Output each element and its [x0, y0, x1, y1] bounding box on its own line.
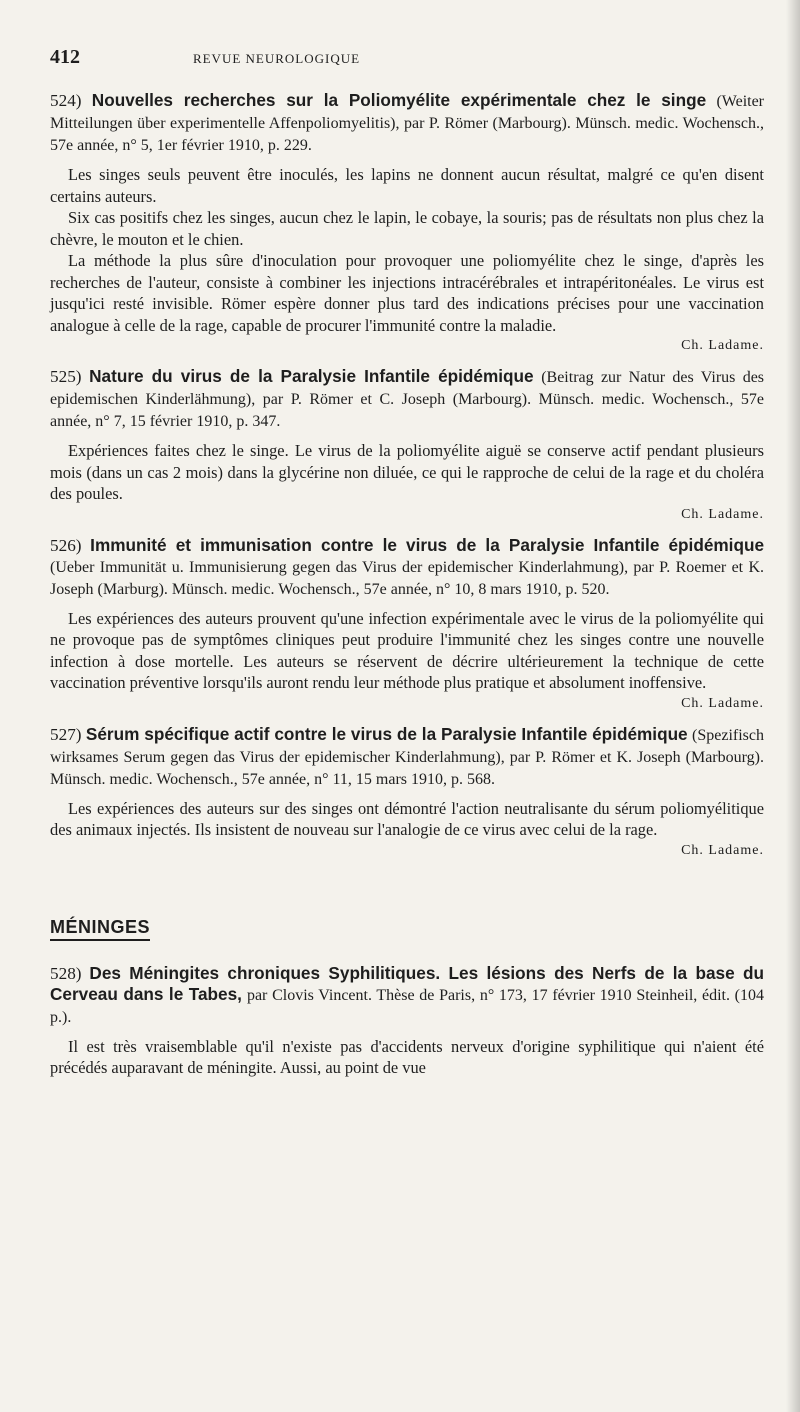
- article-heading: [50, 963, 764, 1028]
- article-524: [50, 90, 764, 354]
- article-reference: (Spezifisch wirksames Serum gegen das Virus der epidemischer Kinderlahmung), par P. Römer et K. Joseph (Marbourg). Münsch. medic. Wochensch., 57e année, n° 11, 15 mars 1910, p. 568.: [50, 726, 764, 788]
- paragraph: Six cas positifs chez les singes, aucun chez le lapin, le cobaye, la souris; pas de résultats non plus chez la chèvre, le mouton et le chien.: [50, 208, 764, 249]
- article-heading: [50, 724, 764, 790]
- article-body: [50, 440, 764, 505]
- paragraph: Il est très vraisemblable qu'il n'existe pas d'accidents nerveux d'origine syphilitique qui n'aient été précédés auparavant de méningite. Aussi, au point de vue: [50, 1036, 764, 1077]
- signature: Ch. Ladame.: [681, 695, 764, 711]
- article-body: [50, 798, 764, 841]
- article-reference: (Weiter Mitteilungen über experimentelle Affenpoliomyelitis), par P. Römer (Marbourg). Münsch. medic. Wochensch., 57e année, n° 5, 1er février 1910, p. 229.: [50, 93, 765, 154]
- article-525: [50, 366, 764, 523]
- article-526: [50, 535, 764, 712]
- article-body: [50, 164, 764, 336]
- article-number: 526): [50, 535, 82, 555]
- signature: Ch. Ladame.: [681, 338, 764, 353]
- article-title: Sérum spécifique actif contre le virus de la Paralysie Infantile épidémique: [85, 723, 688, 744]
- article-title: Nature du virus de la Paralysie Infantile épidémique: [89, 366, 534, 386]
- article-heading: [50, 90, 764, 156]
- article-reference: par Clovis Vincent. Thèse de Paris, n° 173, 17 février 1910 Steinheil, édit. (104 p.).: [50, 986, 765, 1026]
- article-reference: (Ueber Immunität u. Immunisierung gegen das Virus der epidemischer Kinderlahmung), par P. Roemer et K. Joseph (Marburg). Münsch. medic. Wochensch., 57e année, n° 10, 8 mars 1910, p. 520.: [50, 558, 764, 598]
- article-527: [50, 724, 764, 859]
- signature: Ch. Ladame.: [681, 842, 764, 858]
- article-number: 527): [50, 724, 82, 744]
- article-title: Des Méningites chroniques Syphilitiques. Les lésions des Nerfs de la base du Cerveau dans le Tabes,: [50, 962, 764, 1004]
- article-number: 528): [50, 963, 82, 983]
- paragraph: La méthode la plus sûre d'inoculation pour provoquer une poliomyélite chez le singe, d'après les recherches de l'auteur, consiste à combiner les injections intracérébrales et intrapéritonéales. Le virus est jusqu'ici resté invisible. Römer espère donner plus tard des indications précises pour une vaccination analogue à celle de la rage, capable de procurer l'immunité contre la maladie.: [50, 251, 764, 335]
- article-heading: [50, 535, 764, 600]
- paragraph: Les expériences des auteurs sur des singes ont démontré l'action neutralisante du sérum poliomyélitique des animaux injectés. Ils insistent de nouveau sur l'analogie de ce virus avec celui de la rage.: [50, 798, 764, 839]
- article-heading: [50, 366, 764, 432]
- article-title: Immunité et immunisation contre le virus de la Paralysie Infantile épidémique: [90, 534, 765, 555]
- article-title: Nouvelles recherches sur la Poliomyélite expérimentale chez le singe: [91, 90, 707, 110]
- article-body: [50, 1036, 764, 1079]
- article-number: 525): [50, 367, 82, 386]
- article-body: [50, 608, 764, 694]
- journal-title: REVUE NEUROLOGIQUE: [192, 51, 361, 66]
- page-edge-shadow: [786, 0, 800, 1412]
- section-title: MÉNINGES: [50, 917, 150, 941]
- paragraph: Expériences faites chez le singe. Le virus de la poliomyélite aiguë se conserve actif pendant plusieurs mois (dans un cas 2 mois) dans la glycérine non diluée, ce qui le rapproche de celui de la rage et du choléra des poules.: [50, 441, 764, 503]
- paragraph: Les singes seuls peuvent être inoculés, les lapins ne donnent aucun résultat, malgré ce qu'en disent certains auteurs.: [50, 165, 764, 206]
- signature: Ch. Ladame.: [681, 506, 764, 522]
- paragraph: Les expériences des auteurs prouvent qu'une infection expérimentale avec le virus de la poliomyélite qui ne provoque pas de symptômes cliniques peut produire l'immunité chez les singes contre une nouvelle infection à dose mortelle. Les auteurs se réservent de décrire ultérieurement la technique de cette vaccination préventive lorsqu'ils auront rendu leur méthode plus pratique et absolument inoffensive.: [50, 608, 764, 692]
- article-528: [50, 963, 764, 1079]
- running-head: [50, 46, 764, 76]
- article-reference: (Beitrag zur Natur des Virus des epidemischen Kinderlähmung), par P. Römer et C. Joseph (Marbourg). Münsch. medic. Wochensch., 57e année, n° 7, 15 février 1910, p. 347.: [50, 369, 765, 430]
- page-number: 412: [50, 46, 80, 68]
- article-number: 524): [50, 91, 82, 110]
